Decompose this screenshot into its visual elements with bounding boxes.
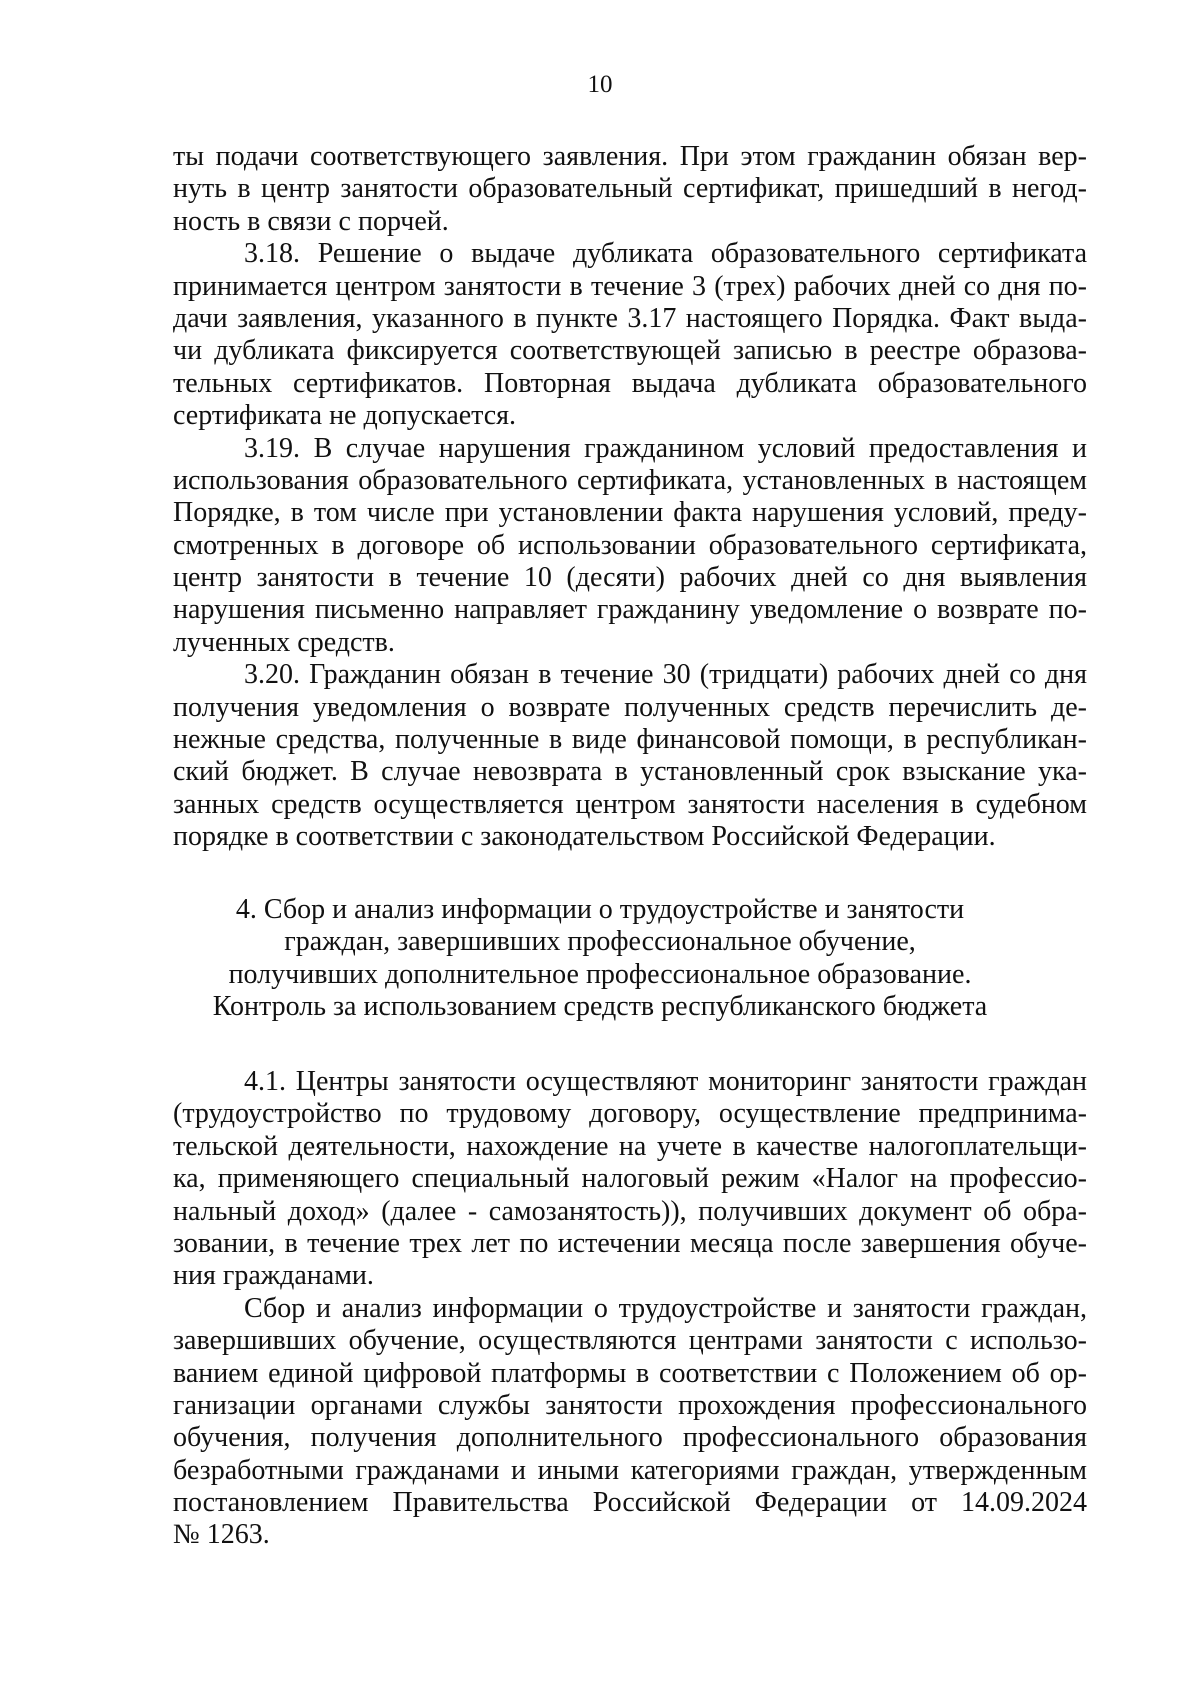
text-line: ность в связи с порчей. [173,205,449,237]
text-line: занных средств осуществляется центром занятости населения в судебном [173,788,1087,820]
text-line: ты подачи соответствующего заявления. При этом гражданин обязан вер- [173,141,1087,172]
heading-line: получивших дополнительное профессиональное образование. [228,958,972,990]
text-line: ния гражданами. [173,1260,374,1292]
text-line: нуть в центр занятости образовательный сертификат, пришедший в негод- [173,173,1087,205]
text-line: дачи заявления, указанного в пункте 3.17 настоящего Порядка. Факт выда- [173,302,1087,334]
text-line: ганизации органами службы занятости прохождения профессионального [173,1389,1087,1421]
text-line: использования образовательного сертификата, установленных в настоящем [173,464,1087,496]
text-line: нальный доход» (далее - самозанятость)), получивших документ об обра- [173,1195,1087,1227]
text-line: безработными гражданами и иными категориями граждан, утвержденным [173,1454,1087,1486]
text-line: обучения, получения дополнительного профессионального образования [173,1422,1087,1454]
page-number: 10 [587,71,613,98]
text-line: нежные средства, полученные в виде финансовой помощи, в республикан- [173,724,1087,756]
text-line: смотренных в договоре об использовании образовательного сертификата, [173,529,1087,561]
text-line: ка, применяющего специальный налоговый режим «Налог на профессио- [173,1163,1087,1195]
text-line: ский бюджет. В случае невозврата в установленный срок взыскание ука- [173,756,1087,788]
text-line: центр занятости в течение 10 (десяти) рабочих дней со дня выявления [173,562,1087,594]
text-line: сертификата не допускается. [173,400,517,432]
text-line: получения уведомления о возврате полученных средств перечислить де- [173,691,1087,723]
text-line: завершивших обучение, осуществляются центрами занятости с использо- [173,1325,1087,1357]
section-4-heading [0,894,1200,1024]
text-line: чи дубликата фиксируется соответствующей записью в реестре образова- [173,335,1087,367]
text-line: Порядке, в том числе при установлении факта нарушения условий, преду- [173,497,1087,529]
heading-line: граждан, завершивших профессиональное обучение, [284,926,916,958]
section-4-body [173,1066,1087,1552]
text-line: тельской деятельности, нахождение на учете в качестве налогоплательщи- [173,1130,1087,1162]
paragraph-4-1-start: 4.1. Центры занятости осуществляют мониторинг занятости граждан [244,1066,1087,1097]
paragraph-3-20-start: 3.20. Гражданин обязан в течение 30 (тридцати) рабочих дней со дня [244,659,1087,691]
sections-3-18-to-3-20 [173,141,1087,854]
text-line: ванием единой цифровой платформы в соответствии с Положением об ор- [173,1357,1087,1389]
text-line: нарушения письменно направляет гражданину уведомление о возврате по- [173,594,1087,626]
heading-line: 4. Сбор и анализ информации о трудоустройстве и занятости [235,894,965,925]
text-line: (трудоустройство по трудовому договору, осуществление предпринима- [173,1098,1087,1130]
text-line: зовании, в течение трех лет по истечении месяца после завершения обуче- [173,1227,1087,1259]
text-line: лученных средств. [173,626,395,658]
paragraph-collection-start: Сбор и анализ информации о трудоустройстве и занятости граждан, [244,1292,1087,1324]
text-line: постановлением Правительства Российской Федерации от 14.09.2024 [173,1487,1087,1519]
paragraph-3-18-start: 3.18. Решение о выдаче дубликата образовательного сертификата [244,238,1087,270]
text-line: тельных сертификатов. Повторная выдача дубликата образовательного [173,367,1087,399]
heading-line: Контроль за использованием средств республиканского бюджета [212,991,988,1023]
text-line: № 1263. [173,1519,270,1551]
paragraph-3-19-start: 3.19. В случае нарушения гражданином условий предоставления и [244,432,1087,464]
text-line: порядке в соответствии с законодательством Российской Федерации. [173,821,996,853]
text-line: принимается центром занятости в течение 3 (трех) рабочих дней со дня по- [173,270,1087,302]
